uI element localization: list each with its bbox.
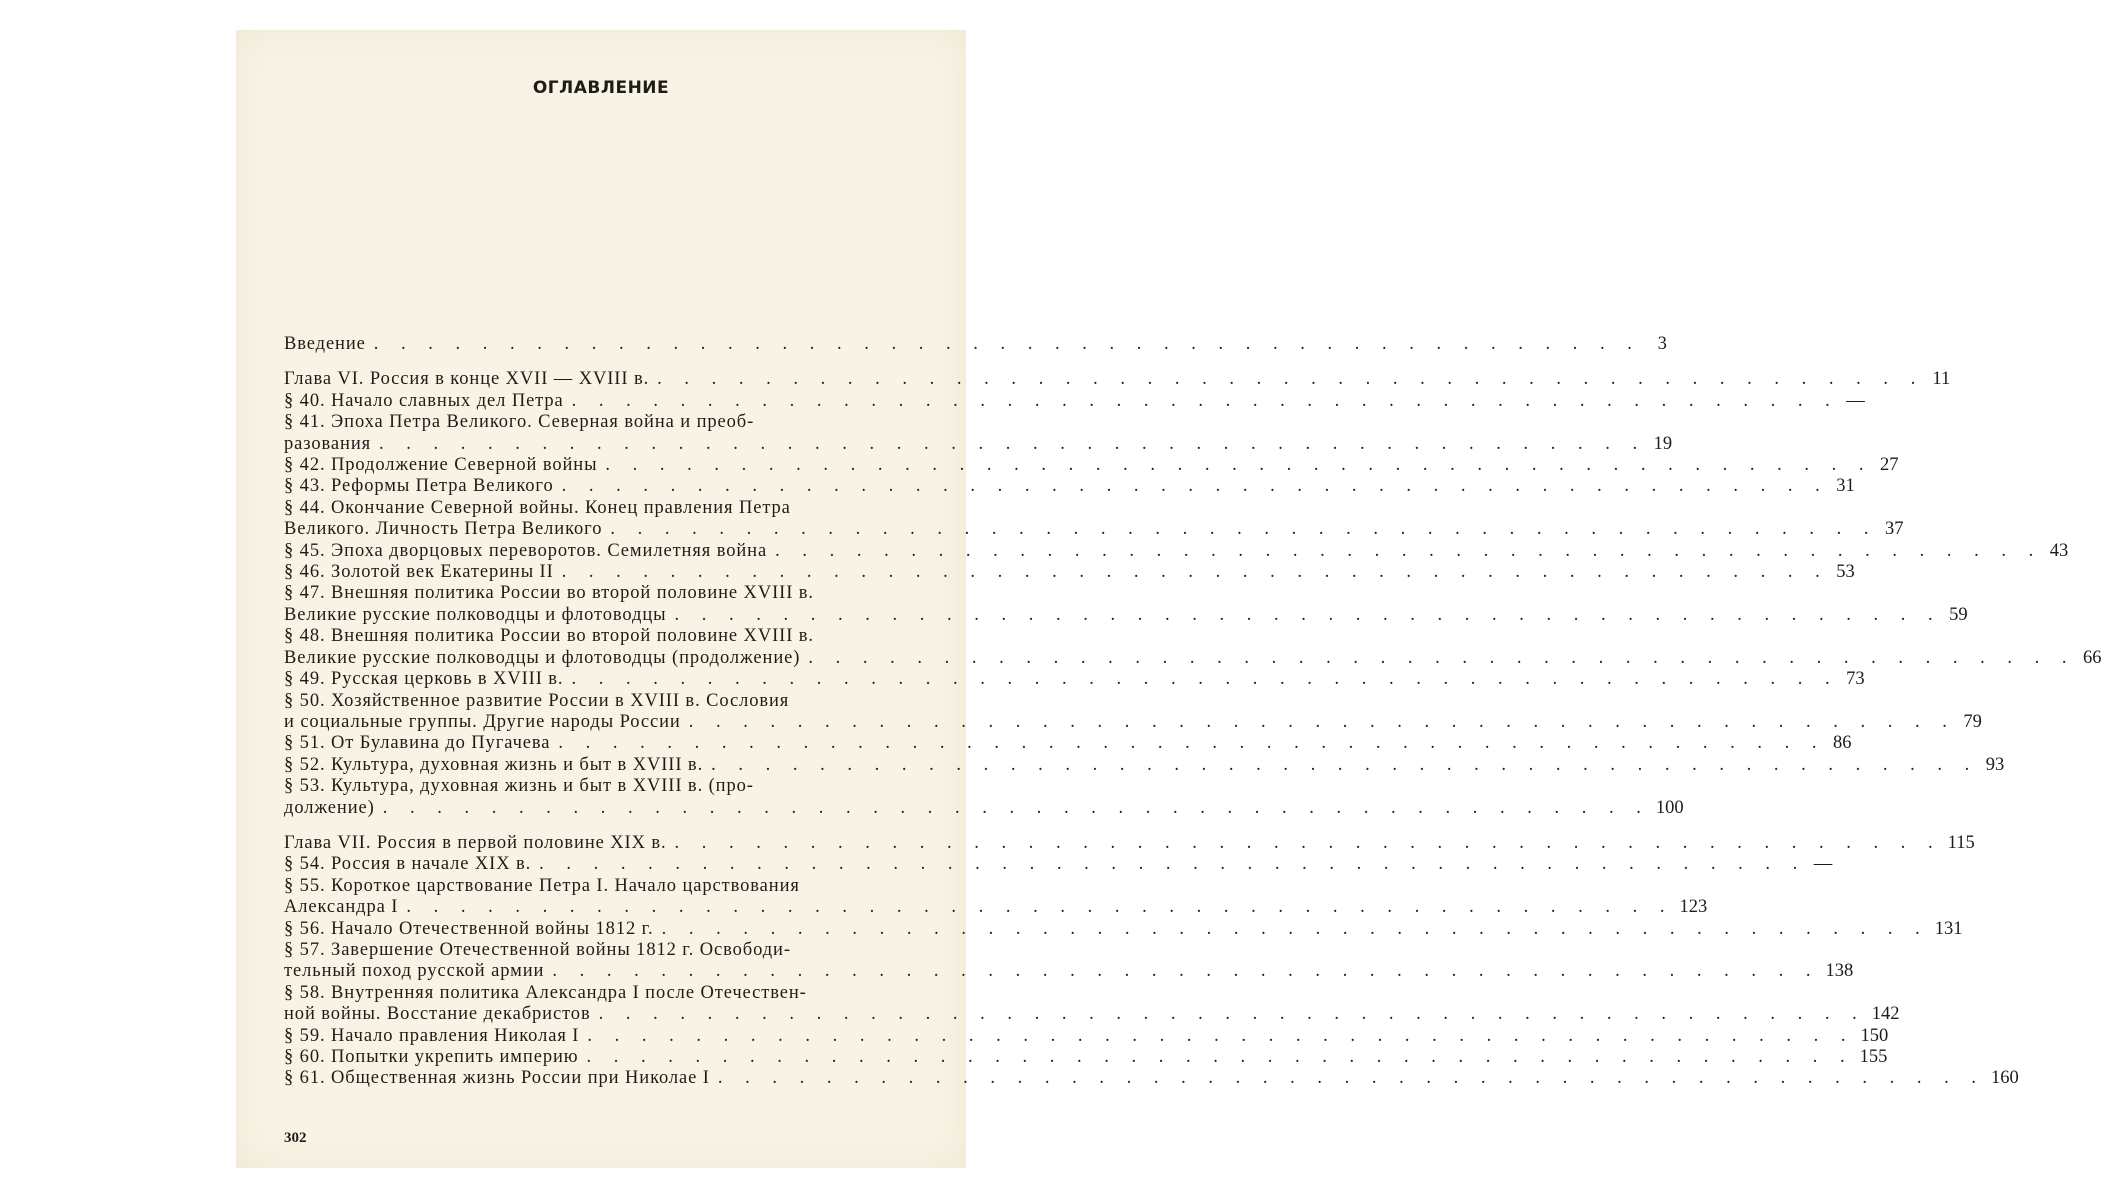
leader-dots: . . . . . . . . . . . . . . . . . . . . . . . . . . . . . . . . . . . . . . . . . . . . . . . — [571, 669, 1839, 690]
leader-dots: . . . . . . . . . . . . . . . . . . . . . . . . . . . . . . . . . . . . . . . . . . . . . . . — [406, 897, 1674, 918]
toc-entry-text: § 47. Внешняя политика России во второй половине XVIII в. — [284, 583, 814, 604]
toc-chapter — [284, 369, 1951, 390]
toc-page-number: — — [1846, 390, 1865, 411]
leader-dots: . . . . . . . . . . . . . . . . . . . . . . . . . . . . . . . . . . . . . . . . . . . . . . . — [598, 1004, 1866, 1025]
spacer — [284, 355, 924, 369]
toc-entry — [284, 455, 1899, 476]
toc-entry-text: § 45. Эпоха дворцовых переворотов. Семилетняя война — [284, 540, 768, 561]
toc-entry-text: § 54. Россия в начале XIX в. — [284, 854, 532, 875]
toc-entry-text: § 61. Общественная жизнь России при Николае I — [284, 1068, 710, 1089]
toc-entry — [284, 334, 1667, 355]
leader-dots: . . . . . . . . . . . . . . . . . . . . . . . . . . . . . . . . . . . . . . . . . . . . . . . — [587, 1025, 1855, 1046]
toc-entry-text: § 40. Начало славных дел Петра — [284, 390, 564, 411]
toc-entry — [284, 562, 1855, 583]
leader-dots: . . . . . . . . . . . . . . . . . . . . . . . . . . . . . . . . . . . . . . . . . . . . . . . — [379, 433, 1647, 454]
toc-entry-text-cont: разования — [284, 433, 372, 454]
toc-entry — [284, 540, 2069, 562]
leader-dots: . . . . . . . . . . . . . . . . . . . . . . . . . . . . . . . . . . . . . . . . . . . . . . . — [674, 832, 1942, 853]
toc-page-number: 131 — [1934, 918, 1963, 939]
toc-page-number: 37 — [1884, 519, 1904, 540]
toc-entry-text: § 59. Начало правления Николая I — [284, 1025, 580, 1046]
toc-page-number: 11 — [1932, 369, 1951, 390]
toc-entry-text-cont: Александра I — [284, 897, 399, 918]
spacer — [284, 819, 924, 833]
toc-entry-text: § 60. Попытки укрепить империю — [284, 1047, 579, 1067]
leader-dots: . . . . . . . . . . . . . . . . . . . . . . . . . . . . . . . . . . . . . . . . . . . . . . . — [373, 334, 1641, 355]
toc-entry — [284, 497, 1904, 541]
toc-entry-text: § 58. Внутренняя политика Александра I после Отечествен- — [284, 982, 807, 1003]
toc-page-number: 79 — [1963, 711, 1982, 732]
toc-entry-text: § 52. Культура, духовная жизнь и быт в XVIII в. — [284, 754, 704, 775]
toc-page-number: 160 — [1991, 1068, 2019, 1089]
toc-entry — [284, 690, 1982, 734]
toc-entry-text: § 44. Окончание Северной войны. Конец правления Петра — [284, 497, 791, 518]
toc-entry-text: Глава VI. Россия в конце XVII — XVIII в. — [284, 369, 650, 390]
toc-page-number: 142 — [1871, 1004, 1900, 1025]
page-number: 302 — [284, 1130, 307, 1146]
toc-entry-text: § 49. Русская церковь в XVIII в. — [284, 669, 564, 690]
leader-dots: . . . . . . . . . . . . . . . . . . . . . . . . . . . . . . . . . . . . . . . . . . . . . . . — [558, 733, 1826, 754]
leader-dots: . . . . . . . . . . . . . . . . . . . . . . . . . . . . . . . . . . . . . . . . . . . . . . . — [674, 604, 1942, 625]
toc-entry-text: § 42. Продолжение Северной войны — [284, 455, 598, 476]
toc-page-number: 86 — [1833, 733, 1852, 754]
toc-entry-text-cont: должение) — [284, 797, 375, 818]
toc-page-number: 93 — [1985, 754, 2005, 775]
toc-entry-text: § 57. Завершение Отечественной войны 1812 г. Освободи- — [284, 939, 791, 960]
toc-entry — [284, 982, 1900, 1026]
toc-entry — [284, 390, 1865, 412]
toc-page-number: 31 — [1836, 476, 1855, 497]
leader-dots: . . . . . . . . . . . . . . . . . . . . . . . . . . . . . . . . . . . . . . . . . . . . . . . — [775, 540, 2043, 561]
toc-page-number: 43 — [2049, 540, 2069, 561]
toc-page-number: 123 — [1679, 897, 1708, 918]
toc-entry-text: § 53. Культура, духовная жизнь и быт в XVIII в. (про- — [284, 776, 754, 797]
leader-dots: . . . . . . . . . . . . . . . . . . . . . . . . . . . . . . . . . . . . . . . . . . . . . . . — [711, 754, 1979, 775]
toc-page-number: 155 — [1859, 1047, 1888, 1067]
toc-entry-text: § 50. Хозяйственное развитие России в XVIII в. Сословия — [284, 690, 790, 711]
leader-dots: . . . . . . . . . . . . . . . . . . . . . . . . . . . . . . . . . . . . . . . . . . . . . . . — [382, 797, 1650, 818]
toc-entry — [284, 875, 1708, 919]
leader-dots: . . . . . . . . . . . . . . . . . . . . . . . . . . . . . . . . . . . . . . . . . . . . . . . — [561, 476, 1829, 497]
toc-entry — [284, 1068, 2019, 1089]
toc-entry-text: § 43. Реформы Петра Великого — [284, 476, 554, 497]
book-page — [236, 30, 2101, 1168]
toc-entry-text-cont: Великого. Личность Петра Великого — [284, 519, 603, 540]
toc-page-number: 19 — [1653, 433, 1673, 454]
toc-page-number: 115 — [1947, 832, 1975, 853]
toc-entry — [284, 476, 1855, 497]
toc-entry — [284, 1025, 1889, 1047]
leader-dots: . . . . . . . . . . . . . . . . . . . . . . . . . . . . . . . . . . . . . . . . . . . . . . . — [657, 369, 1925, 390]
leader-dots: . . . . . . . . . . . . . . . . . . . . . . . . . . . . . . . . . . . . . . . . . . . . . . . — [561, 562, 1829, 583]
toc-entry-text-cont: Великие русские полководцы и флотоводцы (продолжение) — [284, 647, 801, 668]
toc-entry — [284, 583, 1968, 626]
leader-dots: . . . . . . . . . . . . . . . . . . . . . . . . . . . . . . . . . . . . . . . . . . . . . . . — [688, 711, 1956, 732]
toc-chapter — [284, 832, 1975, 854]
leader-dots: . . . . . . . . . . . . . . . . . . . . . . . . . . . . . . . . . . . . . . . . . . . . . . . — [539, 854, 1807, 875]
toc-entry-text-cont: и социальные группы. Другие народы России — [284, 711, 681, 732]
toc-page-number: 66 — [2082, 647, 2101, 668]
toc-entry — [284, 939, 1854, 983]
table-of-contents — [284, 334, 2101, 1090]
toc-entry — [284, 626, 2101, 669]
toc-page-number: 150 — [1860, 1025, 1889, 1046]
toc-page-number: 59 — [1949, 604, 1968, 625]
toc-entry-text: § 55. Короткое царствование Петра I. Начало царствования — [284, 875, 800, 896]
leader-dots: . . . . . . . . . . . . . . . . . . . . . . . . . . . . . . . . . . . . . . . . . . . . . . . — [610, 519, 1878, 540]
toc-entry — [284, 412, 1673, 455]
toc-entry-text-cont: Великие русские полководцы и флотоводцы — [284, 604, 667, 625]
leader-dots: . . . . . . . . . . . . . . . . . . . . . . . . . . . . . . . . . . . . . . . . . . . . . . . — [571, 390, 1839, 411]
toc-entry — [284, 854, 1833, 875]
toc-entry-text: § 56. Начало Отечественной войны 1812 г. — [284, 918, 654, 939]
leader-dots: . . . . . . . . . . . . . . . . . . . . . . . . . . . . . . . . . . . . . . . . . . . . . . . — [717, 1068, 1985, 1089]
toc-entry-text: § 41. Эпоха Петра Великого. Северная война и преоб- — [284, 412, 755, 433]
toc-entry-text: § 51. От Булавина до Пугачева — [284, 733, 551, 754]
toc-entry — [284, 733, 1852, 754]
toc-entry — [284, 754, 2005, 776]
toc-entry-text: § 46. Золотой век Екатерины II — [284, 562, 554, 583]
toc-entry — [284, 918, 1963, 940]
toc-entry — [284, 776, 1684, 819]
toc-page-number: 53 — [1836, 562, 1855, 583]
toc-entry-text: § 48. Внешняя политика России во второй половине XVIII в. — [284, 626, 814, 647]
leader-dots: . . . . . . . . . . . . . . . . . . . . . . . . . . . . . . . . . . . . . . . . . . . . . . . — [586, 1047, 1854, 1068]
leader-dots: . . . . . . . . . . . . . . . . . . . . . . . . . . . . . . . . . . . . . . . . . . . . . . . — [661, 918, 1929, 939]
toc-page-number: 100 — [1655, 797, 1684, 818]
toc-entry — [284, 669, 1865, 690]
toc-page-number: 138 — [1825, 961, 1854, 982]
toc-page-number: 73 — [1846, 669, 1865, 690]
toc-entry-text-cont: ной войны. Восстание декабристов — [284, 1004, 591, 1025]
toc-entry-text-cont: тельный поход русской армии — [284, 961, 545, 982]
toc-page-number: 3 — [1657, 334, 1667, 354]
toc-entry-text: Введение — [284, 334, 366, 354]
toc-page-number: — — [1813, 854, 1833, 875]
toc-page-number: 27 — [1880, 455, 1899, 476]
leader-dots: . . . . . . . . . . . . . . . . . . . . . . . . . . . . . . . . . . . . . . . . . . . . . . . — [552, 961, 1820, 982]
toc-entry — [284, 1047, 1888, 1068]
toc-entry-text: Глава VII. Россия в первой половине XIX в. — [284, 832, 667, 853]
page-title: ОГЛАВЛЕНИЕ — [532, 78, 670, 98]
leader-dots: . . . . . . . . . . . . . . . . . . . . . . . . . . . . . . . . . . . . . . . . . . . . . . . — [808, 647, 2076, 668]
leader-dots: . . . . . . . . . . . . . . . . . . . . . . . . . . . . . . . . . . . . . . . . . . . . . . . — [605, 455, 1873, 476]
